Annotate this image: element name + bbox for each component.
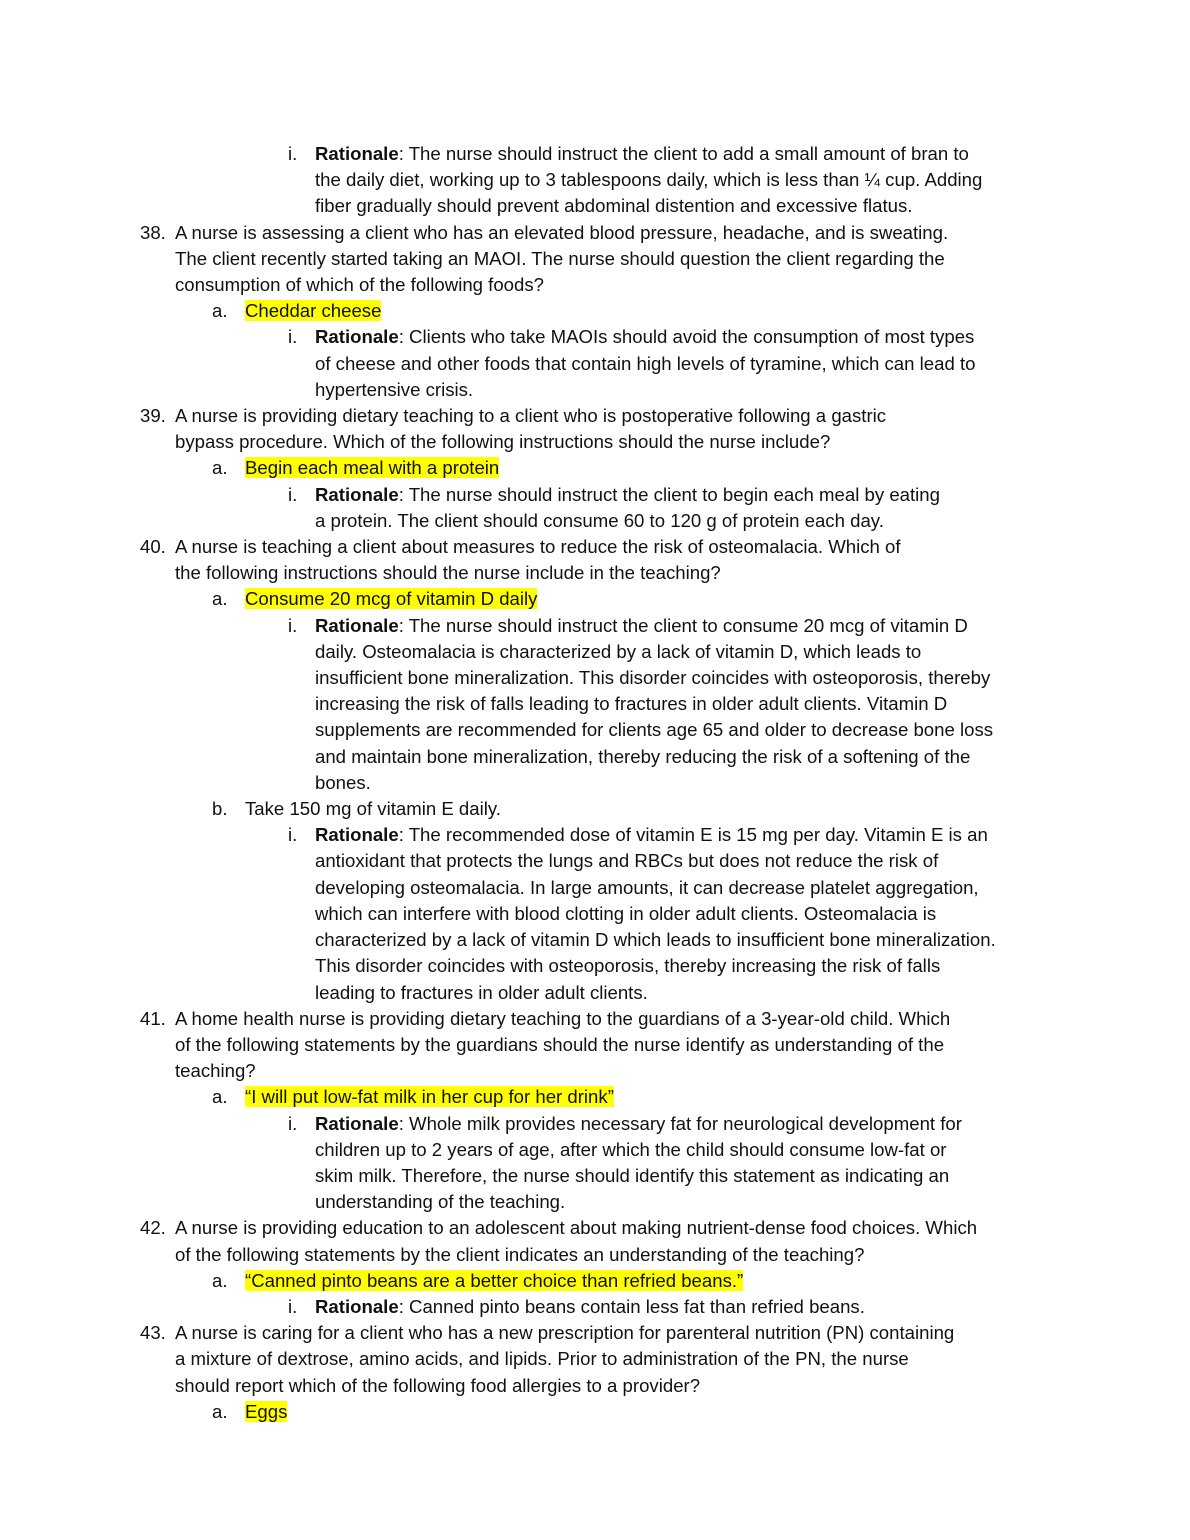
rationale-block: [0, 1294, 1045, 1320]
rationale-line: the daily diet, working up to 3 tablespoons daily, which is less than ¼ cup. Adding: [315, 169, 983, 191]
correct-answer-highlight: Begin each meal with a protein: [245, 457, 500, 479]
rationale-line: characterized by a lack of vitamin D which leads to insufficient bone mineralization.: [315, 929, 996, 951]
question-text-line: A nurse is providing education to an adolescent about making nutrient-dense food choices. Which: [175, 1217, 978, 1239]
answer-option: [0, 586, 1190, 612]
answer-option: [0, 455, 1190, 481]
question-text-line: A home health nurse is providing dietary teaching to the guardians of a 3-year-old child. Which: [175, 1007, 951, 1029]
rationale-label: Rationale: [315, 326, 399, 348]
correct-answer-highlight: “I will put low-fat milk in her cup for her drink”: [245, 1086, 614, 1108]
rationale-block: [0, 613, 1045, 796]
rationale-line: leading to fractures in older adult clients.: [315, 981, 648, 1003]
question-text-line: consumption of which of the following foods?: [175, 274, 544, 296]
correct-answer-highlight: “Canned pinto beans are a better choice than refried beans.”: [245, 1269, 744, 1291]
rationale-numeral: i.: [288, 143, 298, 164]
rationale-block: [0, 822, 1045, 1005]
rationale-block: [0, 1111, 1045, 1216]
question-text-line: teaching?: [175, 1060, 256, 1082]
correct-answer-highlight: Eggs: [245, 1400, 288, 1422]
document-page: [0, 141, 1190, 1425]
rationale-line: of cheese and other foods that contain high levels of tyramine, which can lead to: [315, 352, 976, 374]
rationale-label: Rationale: [315, 143, 399, 164]
question-text-line: should report which of the following food allergies to a provider?: [175, 1374, 701, 1396]
question-text-line: The client recently started taking an MAOI. The nurse should question the client regarding the: [175, 247, 945, 269]
rationale-line: Rationale: Whole milk provides necessary fat for neurological development for: [315, 1112, 962, 1134]
answer-letter: a.: [212, 457, 228, 479]
answer-letter: a.: [212, 588, 228, 610]
rationale-line: supplements are recommended for clients age 65 and older to decrease bone loss: [315, 719, 994, 741]
rationale-numeral: i.: [288, 614, 298, 636]
question-text-line: A nurse is teaching a client about measures to reduce the risk of osteomalacia. Which of: [175, 536, 901, 558]
rationale-line: understanding of the teaching.: [315, 1191, 566, 1213]
rationale-line: hypertensive crisis.: [315, 378, 474, 400]
rationale-line: Rationale: The recommended dose of vitamin E is 15 mg per day. Vitamin E is an: [315, 824, 988, 846]
answer-letter: a.: [212, 1400, 228, 1422]
rationale-line: Rationale: Clients who take MAOIs should avoid the consumption of most types: [315, 326, 975, 348]
rationale-line: which can interfere with blood clotting in older adult clients. Osteomalacia is: [315, 902, 937, 924]
question-text-line: the following instructions should the nurse include in the teaching?: [175, 562, 721, 584]
rationale-line: a protein. The client should consume 60 to 120 g of protein each day.: [315, 509, 884, 531]
answer-letter: b.: [212, 798, 228, 820]
rationale-block: [0, 141, 1045, 220]
rationale-line: Rationale: The nurse should instruct the client to begin each meal by eating: [315, 483, 940, 505]
rationale-line: skim milk. Therefore, the nurse should identify this statement as indicating an: [315, 1164, 950, 1186]
question-text-line: bypass procedure. Which of the following instructions should the nurse include?: [175, 431, 831, 453]
question-number: 43.: [140, 1322, 166, 1344]
answer-letter: a.: [212, 1269, 228, 1291]
question-text-line: A nurse is caring for a client who has a new prescription for parenteral nutrition (PN) containing: [175, 1322, 955, 1344]
answer-option: [0, 1268, 1190, 1294]
rationale-line: increasing the risk of falls leading to fractures in older adult clients. Vitamin D: [315, 693, 948, 715]
question-number: 38.: [140, 221, 166, 243]
question-item: [0, 1320, 1035, 1399]
answer-option: [0, 298, 1190, 324]
question-text-line: of the following statements by the client indicates an understanding of the teaching?: [175, 1243, 865, 1265]
rationale-label: Rationale: [315, 1295, 399, 1317]
rationale-line: antioxidant that protects the lungs and RBCs but does not reduce the risk of: [315, 850, 939, 872]
rationale-line: Rationale: Canned pinto beans contain less fat than refried beans.: [315, 1295, 865, 1317]
question-number: 41.: [140, 1007, 166, 1029]
rationale-label: Rationale: [315, 614, 399, 636]
answer-letter: a.: [212, 1086, 228, 1108]
rationale-line: insufficient bone mineralization. This disorder coincides with osteoporosis, thereby: [315, 667, 991, 689]
rationale-line: This disorder coincides with osteoporosis, thereby increasing the risk of falls: [315, 955, 941, 977]
question-number: 39.: [140, 405, 166, 427]
rationale-line: Rationale: The nurse should instruct the client to consume 20 mcg of vitamin D: [315, 614, 968, 636]
rationale-line: children up to 2 years of age, after which the child should consume low-fat or: [315, 1138, 947, 1160]
rationale-line: Rationale: The nurse should instruct the client to add a small amount of bran to: [315, 143, 969, 164]
question-item: [0, 534, 1035, 586]
question-text-line: of the following statements by the guardians should the nurse identify as understanding of the: [175, 1033, 945, 1055]
rationale-label: Rationale: [315, 824, 399, 846]
correct-answer-highlight: Consume 20 mcg of vitamin D daily: [245, 588, 538, 610]
question-item: [0, 403, 1035, 455]
correct-answer-highlight: Cheddar cheese: [245, 300, 382, 322]
rationale-line: and maintain bone mineralization, thereby reducing the risk of a softening of the: [315, 745, 971, 767]
question-text-line: a mixture of dextrose, amino acids, and lipids. Prior to administration of the PN, the nurse: [175, 1348, 909, 1370]
rationale-line: developing osteomalacia. In large amounts, it can decrease platelet aggregation,: [315, 876, 979, 898]
answer-letter: a.: [212, 300, 228, 322]
rationale-numeral: i.: [288, 1295, 298, 1317]
rationale-block: [0, 482, 1045, 534]
rationale-numeral: i.: [288, 326, 298, 348]
rationale-line: fiber gradually should prevent abdominal distention and excessive flatus.: [315, 195, 913, 217]
question-text-line: A nurse is assessing a client who has an elevated blood pressure, headache, and is sweating.: [175, 221, 949, 243]
question-item: [0, 1006, 1035, 1085]
answer-text: Take 150 mg of vitamin E daily.: [245, 798, 501, 820]
rationale-numeral: i.: [288, 824, 298, 846]
rationale-label: Rationale: [315, 483, 399, 505]
answer-option: [0, 1399, 1190, 1425]
answer-option: [0, 1084, 1190, 1110]
question-item: [0, 220, 1035, 299]
rationale-line: bones.: [315, 771, 371, 793]
rationale-numeral: i.: [288, 1112, 298, 1134]
rationale-block: [0, 324, 1045, 403]
rationale-label: Rationale: [315, 1112, 399, 1134]
rationale-line: daily. Osteomalacia is characterized by a lack of vitamin D, which leads to: [315, 640, 922, 662]
rationale-numeral: i.: [288, 483, 298, 505]
question-item: [0, 1215, 1035, 1267]
question-number: 42.: [140, 1217, 166, 1239]
answer-option: [0, 796, 1190, 822]
question-number: 40.: [140, 536, 166, 558]
question-text-line: A nurse is providing dietary teaching to a client who is postoperative following a gastric: [175, 405, 887, 427]
